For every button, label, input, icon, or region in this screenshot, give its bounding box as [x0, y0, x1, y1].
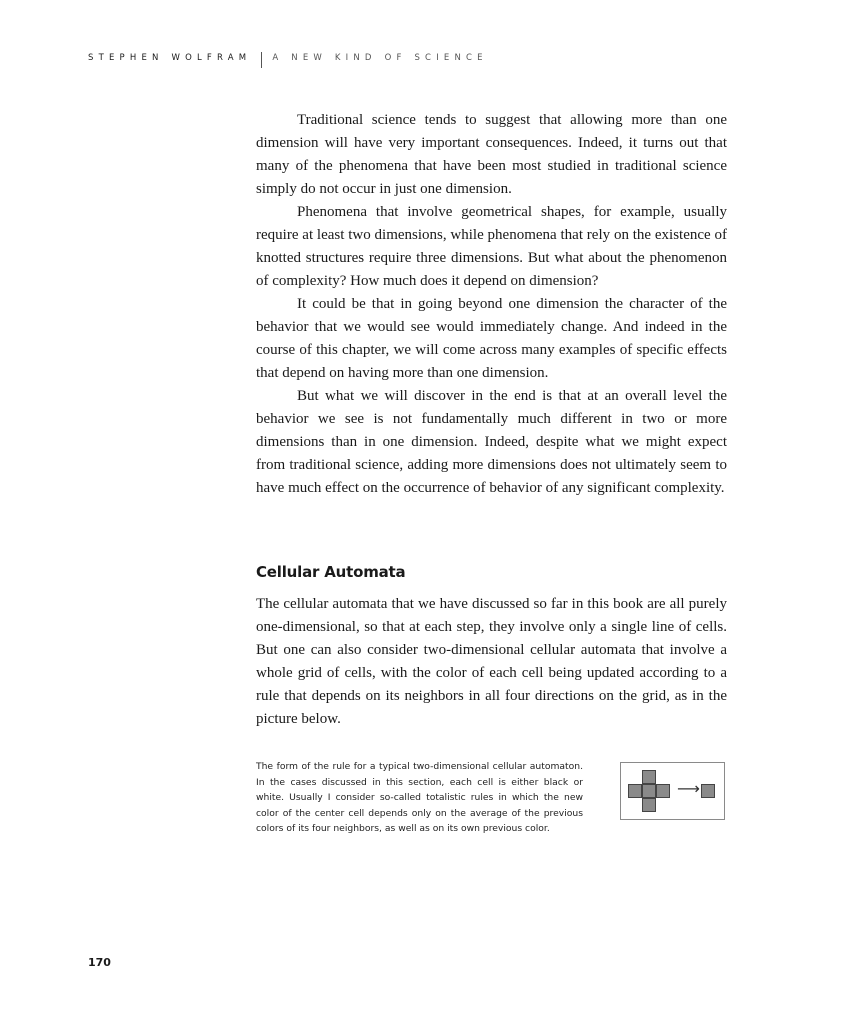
section-heading: Cellular Automata [256, 563, 406, 581]
figure-caption: The form of the rule for a typical two-dimensional cellular automaton. In the cases discussed in this section, each cell is either black or white. Usually I consider so-called totalistic rules in which the new color of the center cell depends only on the average of the previous colors of its four neighbors, as well as on its own previous color. [256, 761, 583, 834]
page-number: 170 [88, 956, 111, 969]
paragraph: Phenomena that involve geometrical shapes, for example, usually require at least two dimensions, while phenomena that rely on the existence of knotted structures require three dimensions. But what about the phenomenon of complexity? How much does it depend on dimension? [256, 204, 727, 289]
paragraph: It could be that in going beyond one dimension the character of the behavior that we would see would immediately change. And indeed in the course of this chapter, we will come across many examples of specific effects that depend on having more than one dimension. [256, 296, 727, 381]
paragraph: Traditional science tends to suggest that allowing more than one dimension will have very important consequences. Indeed, it turns out that many of the phenomena that have been most studied in traditional science simply do not occur in just one dimension. [256, 112, 727, 197]
book-title: A NEW KIND OF SCIENCE [272, 53, 488, 63]
intro-text [256, 109, 727, 500]
cell-left [628, 784, 642, 798]
arrow-icon: ⟶ [677, 779, 700, 798]
cell-right [656, 784, 670, 798]
section-body [256, 593, 727, 731]
running-head [88, 50, 488, 66]
paragraph: But what we will discover in the end is that at an overall level the behavior we see is not fundamentally much different in two or more dimensions than in one dimension. Indeed, despite what we might expect from traditional science, adding more dimensions does not ultimately seem to have much effect on the occurrence of behavior of any significant complexity. [256, 388, 727, 496]
rule-figure [620, 762, 725, 820]
header-divider [261, 52, 262, 68]
cell-top [642, 770, 656, 784]
cell-bottom [642, 798, 656, 812]
cell-center [642, 784, 656, 798]
paragraph: The cellular automata that we have discussed so far in this book are all purely one-dimensional, so that at each step, they involve only a single line of cells. But one can also consider two-dimensional cellular automata that involve a whole grid of cells, with the color of each cell being updated according to a rule that depends on its neighbors in all four directions on the grid, as in the picture below. [256, 596, 727, 727]
cell-result [701, 784, 715, 798]
author-name: STEPHEN WOLFRAM [88, 53, 252, 63]
